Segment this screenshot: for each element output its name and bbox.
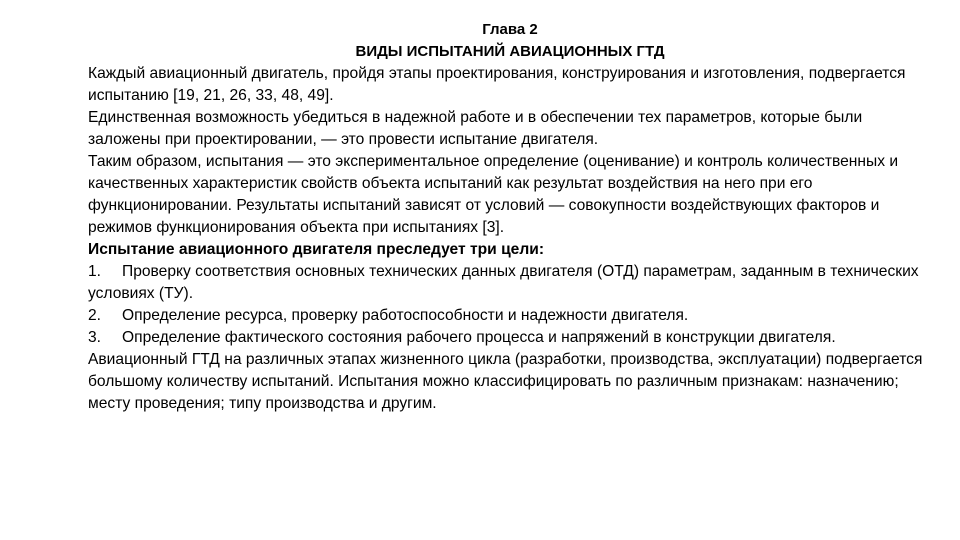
goals-heading: Испытание авиационного двигателя преследует три цели: (88, 241, 545, 258)
goal-text: Определение фактического состояния рабочего процесса и напряжений в конструкции двигателя. (122, 329, 836, 346)
goal-text: Проверку соответствия основных технических данных двигателя (ОТД) параметрам, заданным в технических условиях (ТУ). (88, 263, 919, 302)
goal-text: Определение ресурса, проверку работоспособности и надежности двигателя. (122, 307, 689, 324)
paragraph-definition: Таким образом, испытания — это экспериментальное определение (оценивание) и контроль количественных и качественных характеристик свойств объекта испытаний как результат воздействия на него при его функционировании. Результаты испытаний зависят от условий — совокупности воздействующих факторов и режимов функционирования объекта при испытаниях [3]. (88, 153, 899, 236)
goal-number: 1. (88, 263, 102, 280)
goal-item-1 (88, 261, 938, 305)
paragraph-closing: Авиационный ГТД на различных этапах жизненного цикла (разработки, производства, эксплуатации) подвергается большому количеству испытаний. Испытания можно классифицировать по различным признакам: назначению; месту проведения; типу производства и другим. (88, 351, 923, 412)
goal-item-2 (88, 305, 938, 327)
goal-number: 3. (88, 329, 102, 346)
chapter-heading: Глава 2 (482, 21, 538, 38)
goal-item-3 (88, 327, 938, 349)
goal-number: 2. (88, 307, 102, 324)
page-title: ВИДЫ ИСПЫТАНИЙ АВИАЦИОННЫХ ГТД (355, 43, 665, 60)
paragraph-intro: Каждый авиационный двигатель, пройдя этапы проектирования, конструирования и изготовления, подвергается испытанию [19, 21, 26, 33, 48, 49]. (88, 65, 906, 104)
paragraph-possibility: Единственная возможность убедиться в надежной работе и в обеспечении тех параметров, которые были заложены при проектировании, — это провести испытание двигателя. (88, 109, 863, 148)
body-text (88, 63, 938, 415)
